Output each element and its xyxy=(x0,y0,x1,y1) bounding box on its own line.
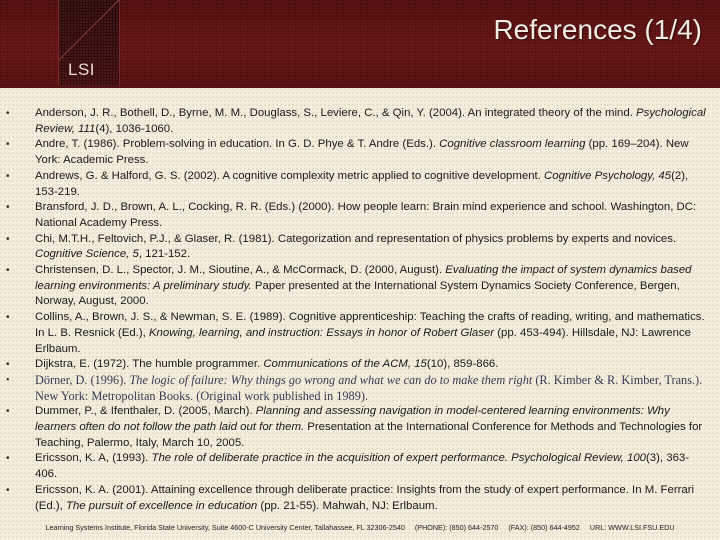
reference-italic-text: Communications of the ACM, 15 xyxy=(263,358,427,371)
bullet-icon: • xyxy=(6,312,10,324)
bullet-icon: • xyxy=(6,265,10,277)
reference-item xyxy=(0,451,720,482)
reference-text: (pp. 21-55). Mahwah, NJ: Erlbaum. xyxy=(257,499,438,512)
footer-institute: Learning Systems Institute, Florida State University, Suite 4600-C University Center, Tallahassee, FL 32306-2540 xyxy=(45,523,405,532)
lsi-logo xyxy=(58,0,120,86)
bullet-icon: • xyxy=(6,108,10,119)
reference-text: (4), 1036-1060. xyxy=(95,122,174,135)
reference-text: (2), 153-219. xyxy=(35,169,689,198)
reference-italic-text: Psychological Review, 111 xyxy=(35,107,706,135)
reference-text: (pp. 453-494). Hillsdale, NJ: Lawrence Erlbaum. xyxy=(35,326,691,355)
footer xyxy=(0,523,720,532)
reference-item xyxy=(0,404,720,451)
reference-text: Dijkstra, E. (1972). The humble programmer. xyxy=(35,358,264,371)
reference-italic-text: Cognitive classroom learning xyxy=(439,138,586,151)
reference-italic-text: The logic of failure: Why things go wrong and what we can do to make them right xyxy=(129,372,533,387)
reference-text: Collins, A., Brown, J. S., & Newman, S. E. (1989). Cognitive apprenticeship: Teaching the crafts of reading, writing, and mathematics. In L. B. Resnick (Ed.), xyxy=(35,311,705,339)
reference-text: Anderson, J. R., Bothell, D., Byrne, M. M., Douglass, S., Leviere, C., & Qin, Y. (2004). An integrated theory of the mind. xyxy=(35,107,637,119)
reference-text: (R. Kimber & R. Kimber, Trans.). New York: Metropolitan Books. (Original work published in 1989). xyxy=(35,372,703,403)
bullet-icon: • xyxy=(6,233,10,245)
reference-item xyxy=(0,169,720,200)
reference-text: (10), 859-866. xyxy=(426,358,499,371)
footer-fax: (FAX): (850) 644-4952 xyxy=(508,523,580,532)
reference-item xyxy=(0,232,720,263)
bullet-icon: • xyxy=(6,202,10,214)
reference-list xyxy=(0,106,720,514)
reference-text: Chi, M.T.H., Feltovich, P.J., & Glaser, R. (1981). Categorization and representation of physics problems by experts and novices. xyxy=(35,232,677,245)
bullet-icon: • xyxy=(6,453,10,465)
reference-text: (3), 363-406. xyxy=(35,452,690,481)
logo-diagonal-icon xyxy=(59,0,119,60)
reference-text: Dummer, P., & Ifenthaler, D. (2005, March). xyxy=(35,405,256,418)
footer-phone: (PHONE): (850) 644-2570 xyxy=(414,523,499,532)
reference-text: Paper presented at the International System Dynamics Society Conference, Bergen, Norway, August, 2000. xyxy=(35,279,680,308)
reference-item xyxy=(0,357,720,373)
reference-italic-text: Evaluating the impact of system dynamics based learning environments: A preliminary study. xyxy=(35,264,692,292)
reference-item xyxy=(0,200,720,231)
reference-italic-text: Knowing, learning, and instruction: Essays in honor of Robert Glaser xyxy=(148,326,495,339)
bullet-icon: • xyxy=(6,374,10,386)
reference-italic-text: The pursuit of excellence in education xyxy=(66,499,258,512)
bullet-icon: • xyxy=(6,359,10,371)
reference-text: (pp. 169–204). New York: Academic Press. xyxy=(35,138,689,167)
bullet-icon: • xyxy=(6,406,10,418)
reference-item xyxy=(0,373,720,404)
reference-item xyxy=(0,137,720,168)
reference-item xyxy=(0,263,720,310)
bullet-icon: • xyxy=(6,139,10,151)
reference-text: Presentation at the International Conference for Methods and Technologies for Teaching, Palermo, Italy, March 10, 2005. xyxy=(35,421,703,449)
reference-italic-text: The role of deliberate practice in the acquisition of expert performance. Psychological Review, 100 xyxy=(151,452,646,465)
reference-text: Ericsson, K. A. (2001). Attaining excellence through deliberate practice: Insights from the study of expert performance. In M. Ferrari (Ed.), xyxy=(35,483,695,512)
reference-italic-text: Cognitive Psychology, 45 xyxy=(544,169,672,182)
reference-text: , 121-152. xyxy=(138,248,191,261)
reference-item xyxy=(0,310,720,357)
footer-url: URL: WWW.LSI.FSU.EDU xyxy=(589,523,675,532)
reference-italic-text: Planning and assessing navigation in model-centered learning environments: Why learners often do not follow the path laid out for them. xyxy=(35,405,670,434)
reference-text: Bransford, J. D., Brown, A. L., Cocking, R. R. (Eds.) (2000). How people learn: Brain mind experience and school. Washington, DC: National Academy Press. xyxy=(35,201,697,229)
reference-text: Dörner, D. (1996). xyxy=(35,372,130,387)
reference-item xyxy=(0,483,720,514)
bullet-icon: • xyxy=(6,484,10,496)
logo-text: LSI xyxy=(68,60,96,79)
reference-text: Andre, T. (1986). Problem-solving in education. In G. D. Phye & T. Andre (Eds.). xyxy=(35,138,440,151)
header-bar xyxy=(0,0,720,88)
reference-text: Christensen, D. L., Spector, J. M., Sioutine, A., & McCormack, D. (2000, August). xyxy=(35,264,446,277)
reference-item xyxy=(0,106,720,137)
reference-text: Ericsson, K. A, (1993). xyxy=(35,452,152,465)
reference-italic-text: Cognitive Science, 5 xyxy=(35,248,139,261)
reference-text: Andrews, G. & Halford, G. S. (2002). A cognitive complexity metric applied to cognitive development. xyxy=(35,169,545,182)
bullet-icon: • xyxy=(6,170,10,182)
page-title: References (1/4) xyxy=(493,14,702,45)
